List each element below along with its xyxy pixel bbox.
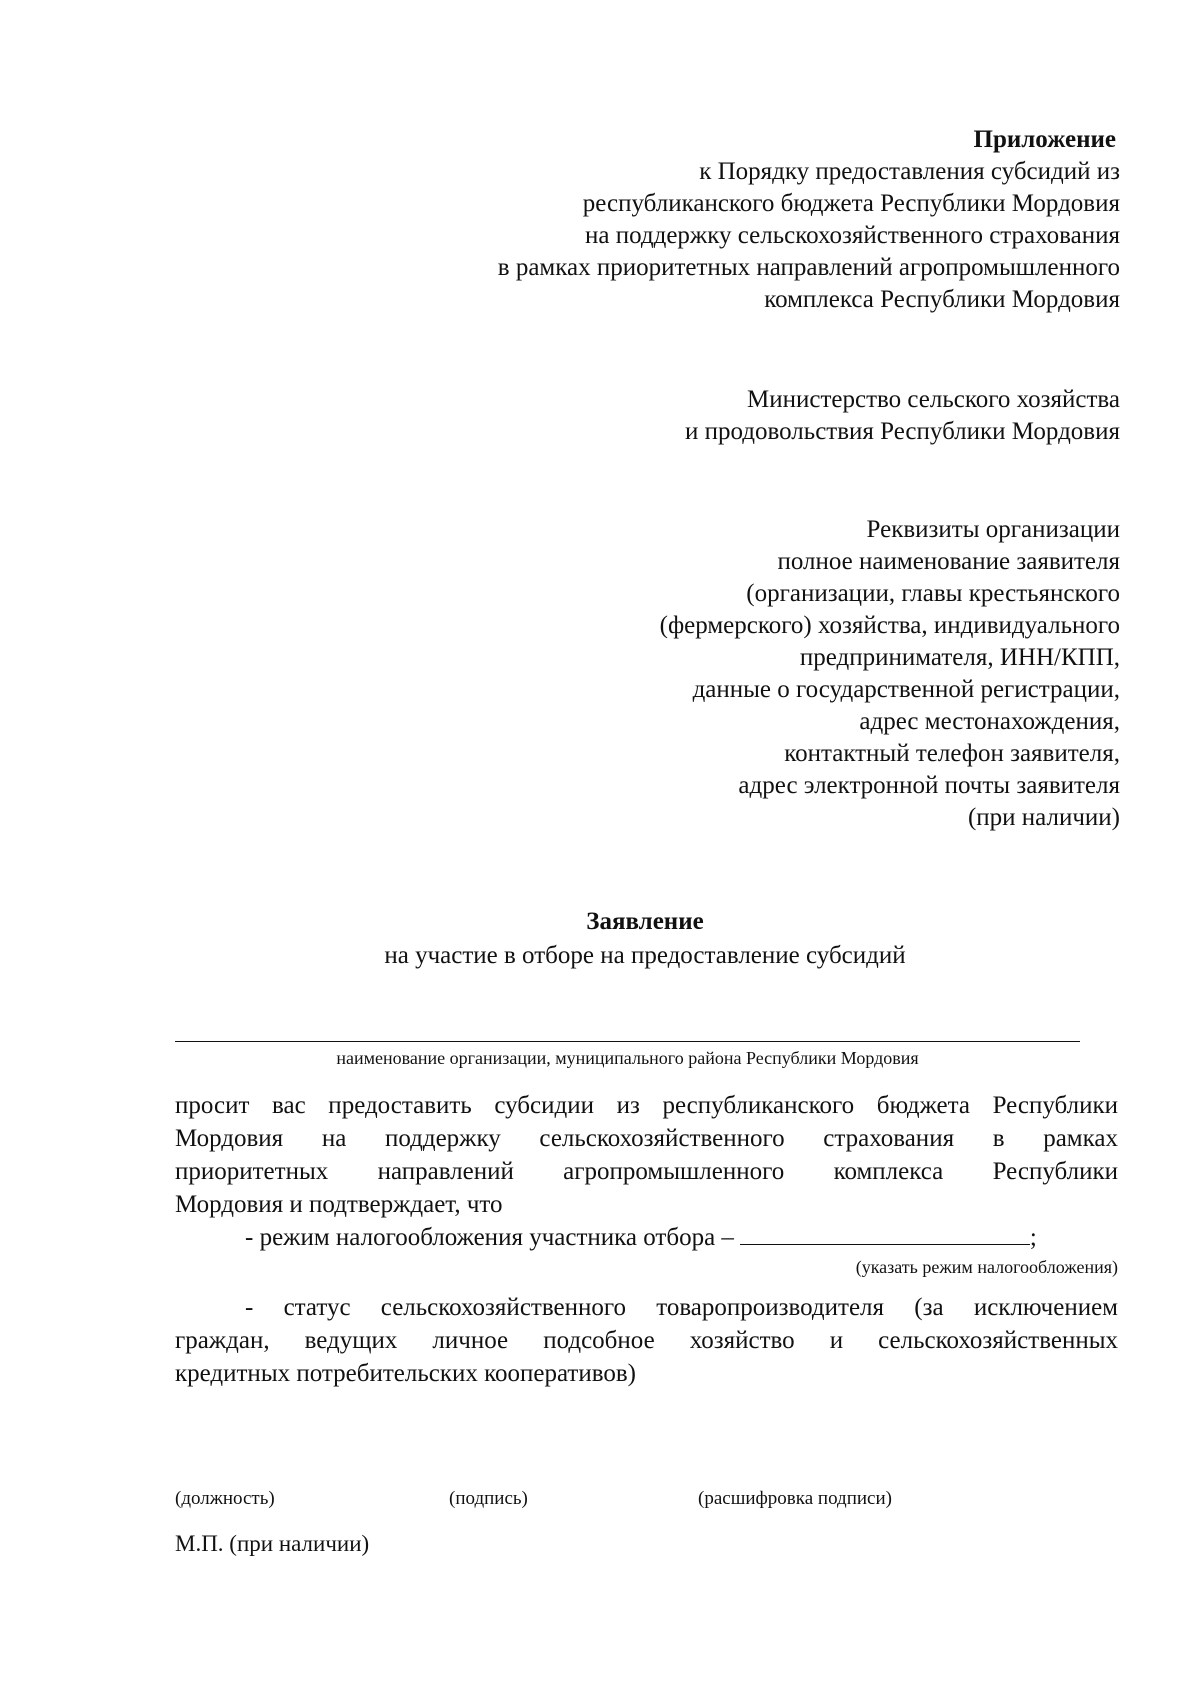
requisites-line: контактный телефон заявителя, [784, 740, 1120, 767]
applicant-requisites [660, 514, 1120, 834]
paragraph-line: Мордовия и подтверждает, что [175, 1191, 503, 1218]
tax-regime-end: ; [1029, 1224, 1037, 1251]
status-paragraph [175, 1291, 1118, 1390]
requisites-line: (при наличии) [967, 804, 1120, 831]
requisites-line: предпринимателя, ИНН/КПП, [799, 644, 1120, 671]
paragraph-line: приоритетных направлений агропромышленного комплекса Республики [175, 1158, 1118, 1185]
organization-name-field[interactable] [175, 1041, 1080, 1042]
requisites-line: полное наименование заявителя [777, 548, 1120, 575]
appendix-title: Приложение [973, 126, 1116, 153]
paragraph-line: просит вас предоставить субсидии из республиканского бюджета Республики [175, 1092, 1118, 1119]
requisites-line: (фермерского) хозяйства, индивидуального [659, 612, 1120, 639]
paragraph-line: Мордовия на поддержку сельскохозяйственного страхования в рамках [175, 1125, 1118, 1152]
signature-caption: (подпись) [449, 1488, 528, 1509]
tax-regime-field[interactable] [740, 1222, 1030, 1245]
ministry-line: и продовольствия Республики Мордовия [685, 418, 1120, 445]
request-paragraph [175, 1089, 1118, 1221]
tax-regime-label: - режим налогообложения участника отбора – [245, 1224, 734, 1251]
appendix-line: в рамках приоритетных направлений агропромышленного [497, 254, 1120, 281]
requisites-line: (организации, главы крестьянского [746, 580, 1120, 607]
paragraph-line: кредитных потребительских кооперативов) [175, 1360, 636, 1387]
addressee-ministry [685, 384, 1120, 448]
tax-regime-row [175, 1221, 1118, 1254]
requisites-line: данные о государственной регистрации, [692, 676, 1120, 703]
requisites-line: адрес электронной почты заявителя [738, 772, 1120, 799]
requisites-line: Реквизиты организации [866, 516, 1120, 543]
ministry-line: Министерство сельского хозяйства [746, 386, 1120, 413]
paragraph-line: - статус сельскохозяйственного товаропроизводителя (за исключением [245, 1294, 1118, 1321]
organization-name-caption: наименование организации, муниципального района Республики Мордовия [336, 1048, 919, 1068]
statement-title: Заявление [586, 908, 704, 935]
appendix-line: к Порядку предоставления субсидий из [699, 158, 1120, 185]
tax-regime-caption: (указать режим налогообложения) [855, 1257, 1118, 1277]
appendix-header [498, 124, 1120, 316]
requisites-line: адрес местонахождения, [859, 708, 1120, 735]
appendix-line: комплекса Республики Мордовия [764, 286, 1120, 313]
paragraph-line: граждан, ведущих личное подсобное хозяйство и сельскохозяйственных [175, 1327, 1118, 1354]
stamp-note: М.П. (при наличии) [175, 1531, 370, 1556]
signature-position-caption: (должность) [175, 1488, 275, 1509]
statement-subtitle: на участие в отборе на предоставление субсидий [384, 942, 906, 969]
signature-decode-caption: (расшифровка подписи) [698, 1488, 892, 1509]
appendix-line: на поддержку сельскохозяйственного страхования [585, 222, 1120, 249]
appendix-line: республиканского бюджета Республики Мордовия [582, 190, 1120, 217]
